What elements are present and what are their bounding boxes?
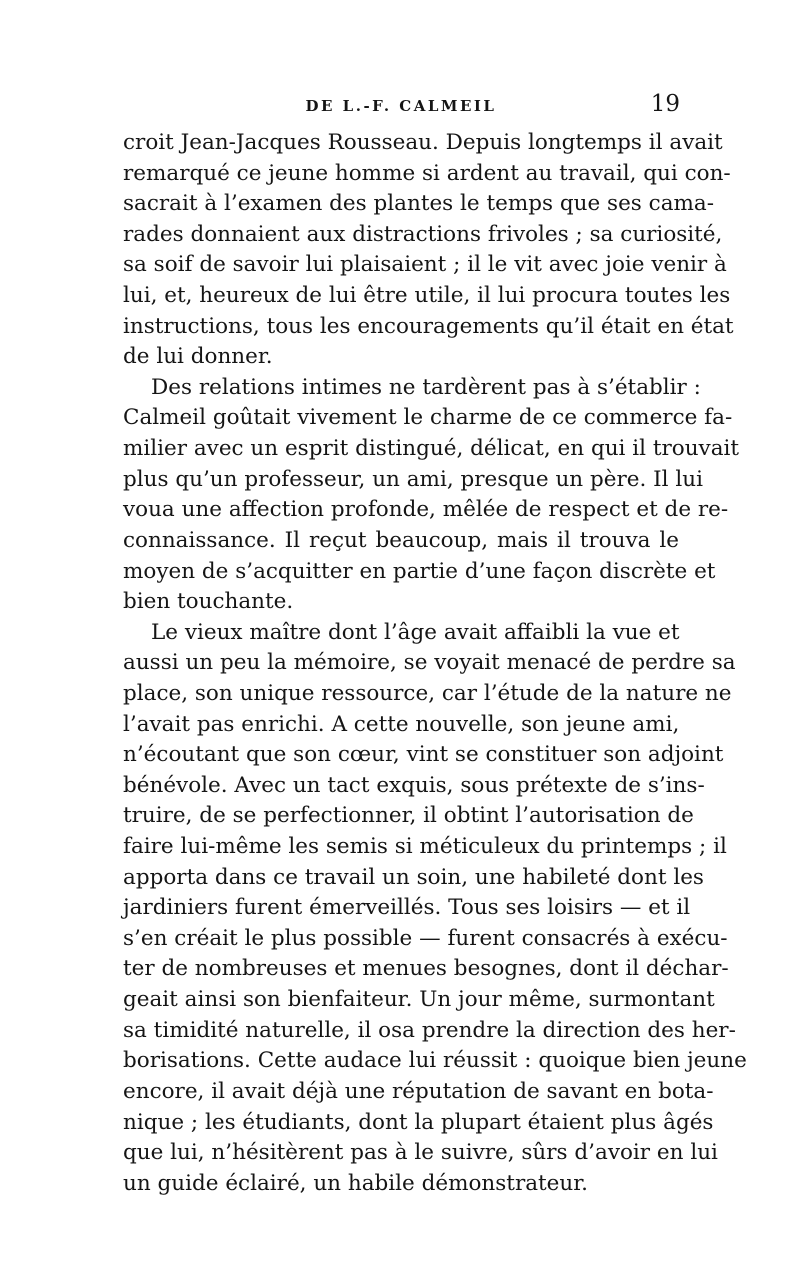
text-line: remarqué ce jeune homme si ardent au travail, qui con- xyxy=(123,160,731,186)
page-header xyxy=(120,91,682,125)
running-head: DE L.-F. CALMEIL xyxy=(305,97,497,115)
text-line: n’écoutant que son cœur, vint se constituer son adjoint xyxy=(123,742,724,768)
text-line: aussi un peu la mémoire, se voyait menacé de perdre sa xyxy=(123,650,736,676)
page-number: 19 xyxy=(650,91,680,117)
text-line: moyen de s’acquitter en partie d’une façon discrète et xyxy=(123,558,716,584)
text-line: bien touchante. xyxy=(123,589,294,615)
text-line: s’en créait le plus possible — furent consacrés à exécu- xyxy=(123,925,728,951)
text-line: place, son unique ressource, car l’étude de la nature ne xyxy=(123,680,732,706)
text-line: faire lui-même les semis si méticuleux du printemps ; il xyxy=(123,834,727,860)
text-line: truire, de se perfectionner, il obtint l’autorisation de xyxy=(123,803,694,829)
text-line: Calmeil goûtait vivement le charme de ce commerce fa- xyxy=(123,405,733,431)
text-line: apporta dans ce travail un soin, une habileté dont les xyxy=(123,864,704,890)
text-line: geait ainsi son bienfaiteur. Un jour même, surmontant xyxy=(123,987,715,1013)
text-line: ter de nombreuses et menues besognes, dont il déchar- xyxy=(123,956,729,982)
text-line: plus qu’un professeur, un ami, presque un père. Il lui xyxy=(123,466,703,492)
text-line: milier avec un esprit distingué, délicat, en qui il trouvait xyxy=(123,436,740,462)
text-line: Des relations intimes ne tardèrent pas à s’établir : xyxy=(151,374,701,400)
text-line: un guide éclairé, un habile démonstrateur. xyxy=(123,1170,589,1196)
text-line: sa timidité naturelle, il osa prendre la direction des her- xyxy=(123,1017,736,1043)
text-line: Le vieux maître dont l’âge avait affaibli la vue et xyxy=(151,619,680,645)
text-line: voua une affection profonde, mêlée de respect et de re- xyxy=(123,497,729,523)
text-line: sa soif de savoir lui plaisaient ; il le vit avec joie venir à xyxy=(123,252,727,278)
body-text xyxy=(123,128,747,1199)
text-line: lui, et, heureux de lui être utile, il lui procura toutes les xyxy=(123,283,731,309)
text-line: bénévole. Avec un tact exquis, sous prétexte de s’ins- xyxy=(123,772,705,798)
text-line: que lui, n’hésitèrent pas à le suivre, sûrs d’avoir en lui xyxy=(123,1140,718,1166)
text-line: rades donnaient aux distractions frivoles ; sa curiosité, xyxy=(123,221,723,247)
text-line: l’avait pas enrichi. A cette nouvelle, son jeune ami, xyxy=(123,711,680,737)
text-line: jardiniers furent émerveillés. Tous ses loisirs — et il xyxy=(123,895,691,921)
text-line: encore, il avait déjà une réputation de savant en bota- xyxy=(123,1078,714,1104)
text-line: connaissance. Il reçut beaucoup, mais il trouva le xyxy=(123,527,679,553)
text-line: de lui donner. xyxy=(123,344,273,370)
text-line: instructions, tous les encouragements qu’il était en état xyxy=(123,313,734,339)
text-line: croit Jean-Jacques Rousseau. Depuis longtemps il avait xyxy=(123,130,723,155)
text-line: nique ; les étudiants, dont la plupart étaient plus âgés xyxy=(123,1109,714,1135)
text-line: borisations. Cette audace lui réussit : quoique bien jeune xyxy=(123,1048,747,1074)
text-line: sacrait à l’examen des plantes le temps que ses cama- xyxy=(123,191,714,217)
